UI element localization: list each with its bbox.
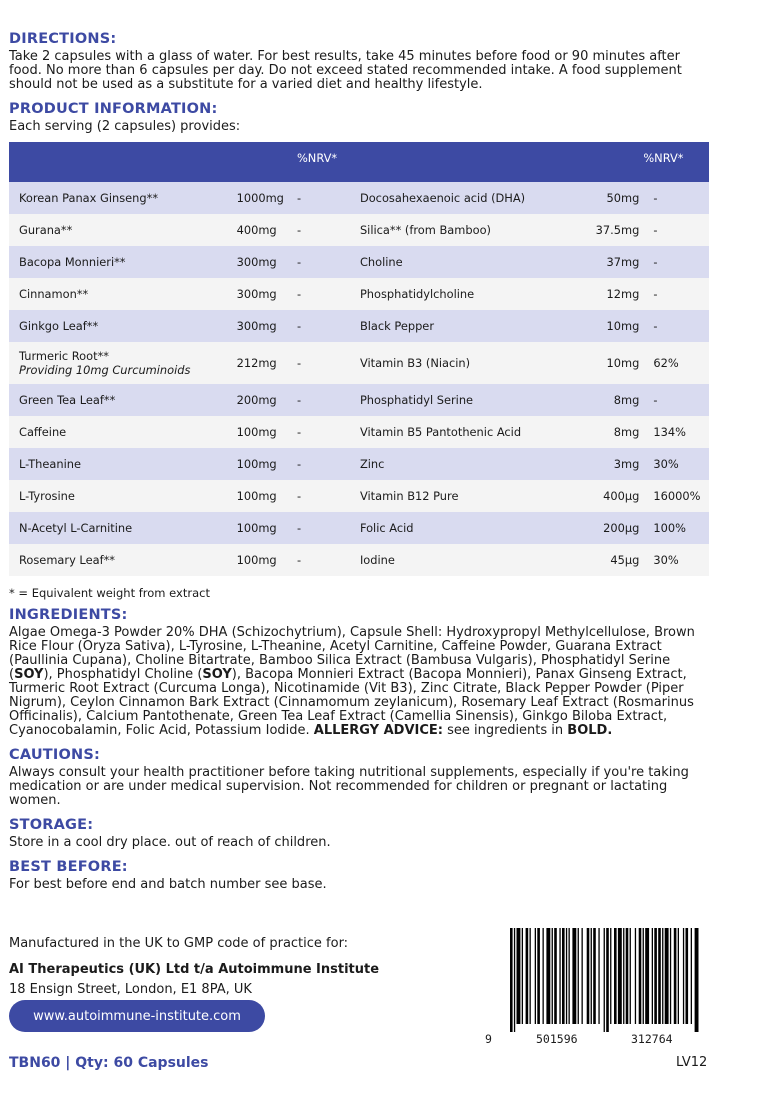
barcode-bar [645,928,649,1024]
barcode-bar [670,928,671,1024]
nutrient-nrv [643,310,709,342]
barcode-group-right: 312764 [631,1032,673,1046]
nutrient-name [9,480,237,512]
nutrient-nrv [297,384,360,416]
barcode-bar [618,928,622,1024]
nutrient-name-text: Rosemary Leaf** [19,553,115,567]
barcode-bar [530,928,531,1024]
nutrient-amount [237,182,297,214]
nutrient-amount-text: 8mg [613,425,640,439]
nutrient-amount [237,384,297,416]
nutrient-nrv [297,342,360,384]
nutrient-name-text: Caffeine [19,425,67,439]
nutrition-table-body [9,182,709,576]
nutrient-amount-text: 12mg [606,287,640,301]
nutrient-nrv [297,214,360,246]
nutrient-nrv [297,512,360,544]
barcode-bar [623,928,624,1024]
nutrient-nrv-text: - [653,319,658,333]
barcode-bar [559,928,560,1024]
nutrient-name-text: Cinnamon** [19,287,89,301]
table-row [9,214,709,246]
nutrient-name-text: Vitamin B3 (Niacin) [359,356,471,370]
directions-heading: DIRECTIONS: [9,31,117,47]
nutrient-amount-text: 300mg [236,319,277,333]
nutrient-amount-text: 200mg [236,393,277,407]
barcode-bar [578,928,579,1024]
barcode-group-left: 501596 [536,1032,578,1046]
nutrient-nrv [297,246,360,278]
nutrient-amount-text: 400mg [236,223,277,237]
barcode-bar [643,928,644,1024]
nutrient-nrv-text: - [653,255,658,269]
nutrient-nrv-text: - [296,191,302,205]
nutrient-name [9,416,237,448]
barcode-bar [654,928,657,1024]
nutrient-name [360,246,579,278]
nutrient-nrv [643,384,709,416]
barcode-bar [639,928,642,1024]
nutrient-name-text: L-Theanine [19,457,81,471]
nutrient-nrv [643,246,709,278]
barcode-bar [510,928,513,1032]
nutrient-nrv-text: - [296,393,302,407]
nutrient-name-text: Choline [359,255,403,269]
barcode-bar [691,928,692,1024]
table-row [9,182,709,214]
barcode-bar [546,928,550,1024]
nutrient-nrv-text: 100% [653,521,686,535]
nutrient-nrv-text: 16000% [653,489,701,503]
nutrient-amount-text: 100mg [236,489,277,503]
nutrient-amount [237,416,297,448]
nutrient-nrv-text: - [296,521,302,535]
barcode-bar [554,928,557,1024]
product-info-intro: Each serving (2 capsules) provides: [9,119,241,134]
manufacturer-intro: Manufactured in the UK to GMP code of practice for: [9,936,349,951]
nutrient-nrv [297,544,360,576]
nutrient-nrv [643,512,709,544]
nutrient-amount-text: 8mg [613,393,640,407]
best-before-heading: BEST BEFORE: [9,859,128,875]
nutrient-nrv-text: - [653,223,658,237]
nutrient-name-text: L-Tyrosine [19,489,75,503]
nutrient-name [9,342,237,384]
nutrient-amount [237,214,297,246]
table-row [9,480,709,512]
nutrient-amount-text: 10mg [606,319,640,333]
nutrient-name-text: N-Acetyl L-Carnitine [19,521,133,535]
nutrient-amount-text: 100mg [236,521,277,535]
nutrient-nrv [643,480,709,512]
nutrient-name [9,512,237,544]
product-info-section [9,100,711,600]
nutrient-name [360,448,579,480]
table-row [9,416,709,448]
barcode-bar [587,928,590,1024]
nutrient-nrv [643,544,709,576]
header-blank [579,142,643,182]
nutrient-nrv [643,448,709,480]
nutrient-nrv-text: - [653,287,658,301]
header-nrv-right: %NRV* [643,142,709,182]
nutrient-amount [237,512,297,544]
nutrient-nrv-text: - [296,319,302,333]
nutrient-amount [237,544,297,576]
ingredients-part: Algae Omega-3 Powder 20% DHA (Schizochytrium), Capsule Shell: Hydroxypropyl Methylcellulose, Brown Rice Flour (Oryza Sativa), L-Tyrosine, L-Theanine, Acetyl Carnitine, Caffeine Powder, Guarana Extract (Paullinia Cupana), Choline Bitartrate, Bamboo Silica Extract (Bambusa Vulgaris), Phosphatidyl Serine ( [9,625,695,682]
barcode [506,928,702,1032]
table-row [9,512,709,544]
label-version: LV12 [676,1055,708,1070]
barcode-bar [572,928,576,1024]
barcode-digit-first: 9 [485,1032,492,1046]
nutrient-name [9,384,237,416]
nutrient-nrv-text: - [296,553,302,567]
nutrient-nrv-text: - [296,489,302,503]
barcode-bar [582,928,583,1024]
best-before-section [9,858,711,892]
nutrient-name [9,310,237,342]
nutrient-amount [579,416,643,448]
header-blank [237,142,297,182]
nutrient-nrv-text: 62% [653,356,679,370]
barcode-bar [630,928,631,1024]
manufacturer-company: AI Therapeutics (UK) Ltd t/a Autoimmune Institute [9,962,380,977]
directions-text: Take 2 capsules with a glass of water. For best results, take 45 minutes before food or 90 minutes after food. No more than 6 capsules per day. Do not exceed stated recommended intake. A food supplement should not be used as a substitute for a varied diet and healthy lifestyle. [9,49,682,92]
nutrient-name-text: Turmeric Root** [19,349,109,363]
nutrient-name [9,246,237,278]
nutrient-nrv [297,182,360,214]
nutrient-amount [237,278,297,310]
table-row [9,448,709,480]
barcode-bar [537,928,540,1024]
barcode-bar [674,928,677,1024]
ingredients-text [9,626,711,738]
nutrient-amount-text: 45µg [610,553,640,567]
nutrient-nrv [643,214,709,246]
barcode-bar [683,928,684,1024]
table-row [9,278,709,310]
nutrient-nrv [643,416,709,448]
barcode-bar [562,928,565,1024]
barcode-bar [598,928,599,1024]
nutrient-nrv-text: - [296,287,302,301]
allergy-advice-label: ALLERGY ADVICE: [313,723,443,738]
nutrient-nrv-text: - [296,425,302,439]
website-link[interactable]: www.autoimmune-institute.com [9,1000,265,1032]
nutrient-nrv [297,278,360,310]
ingredients-heading: INGREDIENTS: [9,607,128,623]
nutrient-amount [579,384,643,416]
nutrient-subnote: Providing 10mg Curcuminoids [19,363,191,377]
barcode-bar [626,928,629,1024]
nutrient-name-text: Zinc [359,457,385,471]
nutrient-amount [579,512,643,544]
nutrient-name-text: Ginkgo Leaf** [19,319,99,333]
nutrient-name [9,278,237,310]
barcode-bar [526,928,529,1024]
nutrient-name-text: Bacopa Monnieri** [19,255,126,269]
nutrient-name [360,544,579,576]
footnote: * = Equivalent weight from extract [9,586,210,600]
barcode-bar [695,928,699,1032]
nutrient-name [360,512,579,544]
nutrient-amount-text: 200µg [603,521,640,535]
table-row [9,246,709,278]
nutrition-table-header [9,142,709,182]
nutrient-nrv [643,342,709,384]
barcode-bar [522,928,523,1024]
nutrient-amount [579,214,643,246]
table-row [9,544,709,576]
barcode-bar [591,928,592,1024]
nutrient-amount [579,480,643,512]
nutrient-nrv [297,480,360,512]
nutrient-name-text: Silica** (from Bamboo) [359,223,491,237]
barcode-bar [652,928,653,1024]
directions-section [9,30,711,92]
nutrient-name-text: Vitamin B5 Pantothenic Acid [359,425,522,439]
nutrient-amount-text: 3mg [613,457,640,471]
allergen-soy: SOY [202,667,232,682]
nutrient-nrv [297,416,360,448]
barcode-bar [606,928,609,1032]
nutrient-amount [237,246,297,278]
nutrient-nrv-text: - [296,457,302,471]
storage-section [9,816,711,850]
nutrient-name [9,448,237,480]
barcode-bar [610,928,611,1024]
barcode-bar [662,928,663,1024]
nutrient-name [9,214,237,246]
nutrient-name [9,544,237,576]
barcode-bar [635,928,636,1024]
nutrient-amount [237,448,297,480]
table-row [9,342,709,384]
nutrient-nrv-text: - [653,393,658,407]
storage-text: Store in a cool dry place. out of reach of children. [9,835,331,850]
nutrient-nrv-text: - [296,223,302,237]
nutrient-amount [579,182,643,214]
nutrient-amount-text: 1000mg [236,191,284,205]
barcode-bar [517,928,521,1024]
nutrient-nrv-text: - [653,191,658,205]
allergy-advice-text: see ingredients in [443,723,568,738]
nutrient-name-text: Korean Panax Ginseng** [19,191,159,205]
nutrient-name [360,384,579,416]
barcode-bar [566,928,567,1024]
nutrient-amount [579,310,643,342]
nutrient-name [360,310,579,342]
header-blank [9,142,237,182]
product-code: TBN60 | Qty: 60 Capsules [9,1055,209,1071]
table-row [9,310,709,342]
nutrient-name [360,480,579,512]
barcode-bar [686,928,689,1024]
nutrient-amount [579,544,643,576]
nutrient-nrv-text: 30% [653,457,679,471]
product-info-heading: PRODUCT INFORMATION: [9,101,218,117]
header-blank [360,142,579,182]
cautions-text: Always consult your health practitioner before taking nutritional supplements, especially if you're taking medication or are under medical supervision. Not recommended for children or pregnant or lactating women. [9,765,689,808]
nutrient-amount-text: 400µg [603,489,640,503]
barcode-bar [614,928,617,1024]
nutrient-nrv-text: - [296,356,302,370]
nutrient-name-text: Folic Acid [359,521,414,535]
manufacturer-address: 18 Ensign Street, London, E1 8PA, UK [9,982,252,997]
nutrient-name-text: Vitamin B12 Pure [359,489,459,503]
allergen-soy: SOY [14,667,44,682]
barcode-bar [535,928,536,1024]
nutrient-amount-text: 300mg [236,287,277,301]
ingredients-section [9,606,711,738]
nutrient-nrv [643,278,709,310]
header-nrv-left: %NRV* [297,142,360,182]
nutrient-amount-text: 100mg [236,425,277,439]
nutrient-name-text: Black Pepper [359,319,434,333]
nutrient-amount-text: 50mg [606,191,640,205]
barcode-bar [569,928,570,1024]
nutrient-amount-text: 300mg [236,255,277,269]
ingredients-part: ), Phosphatidyl Choline ( [43,667,203,682]
nutrient-amount [237,480,297,512]
nutrient-name [360,416,579,448]
nutrient-amount-text: 37.5mg [595,223,640,237]
table-row [9,384,709,416]
nutrient-amount [579,448,643,480]
barcode-bar [543,928,544,1024]
nutrient-nrv-text: 30% [653,553,679,567]
best-before-text: For best before end and batch number see base. [9,877,327,892]
barcode-bar [552,928,553,1024]
nutrient-name-text: Gurana** [19,223,73,237]
nutrient-amount-text: 10mg [606,356,640,370]
nutrient-amount-text: 100mg [236,553,277,567]
nutrient-amount [579,278,643,310]
nutrient-name-text: Iodine [359,553,395,567]
nutrition-table [9,142,709,576]
nutrient-name-text: Phosphatidyl Serine [359,393,474,407]
cautions-heading: CAUTIONS: [9,747,100,763]
label-content [9,30,711,900]
barcode-bar [665,928,669,1024]
nutrient-nrv-text: - [296,255,302,269]
nutrient-amount-text: 37mg [606,255,640,269]
nutrient-name-text: Green Tea Leaf** [19,393,116,407]
nutrient-amount-text: 100mg [236,457,277,471]
nutrient-amount [237,342,297,384]
nutrient-amount-text: 212mg [236,356,277,370]
barcode-bar [604,928,605,1032]
manufacturer-block [9,934,379,1000]
nutrient-name [360,214,579,246]
storage-heading: STORAGE: [9,817,94,833]
nutrient-amount [579,342,643,384]
nutrient-name [9,182,237,214]
ingredients-part: ), Bacopa Monnieri Extract (Bacopa Monnieri), Panax Ginseng Extract, Turmeric Root Extract (Curcuma Longa), Nicotinamide (Vit B3), Zinc Citrate, Black Pepper Powder (Piper Nigrum), Ceylon Cinnamon Bark Extract (Cinnamomum zeylanicum), Rosemary Leaf Extract (Rosmarinus Officinalis), Calcium Pantothenate, Green Tea Leaf Extract (Camellia Sinensis), Ginkgo Biloba Extract, Cyanocobalamin, Folic Acid, Potassium Iodide. [9,667,694,738]
cautions-section [9,746,711,808]
nutrient-nrv-text: 134% [653,425,686,439]
nutrient-name-text: Docosahexaenoic acid (DHA) [359,191,526,205]
nutrient-nrv [297,448,360,480]
nutrient-name-text: Phosphatidylcholine [359,287,475,301]
barcode-bar [678,928,679,1024]
allergy-advice-bold: BOLD. [567,723,613,738]
nutrient-nrv [297,310,360,342]
nutrient-name [360,182,579,214]
nutrient-nrv [643,182,709,214]
nutrient-name [360,278,579,310]
nutrient-amount [579,246,643,278]
nutrient-amount [237,310,297,342]
nutrient-name [360,342,579,384]
barcode-bar [658,928,661,1024]
barcode-bar [514,928,515,1032]
barcode-bar [593,928,596,1024]
